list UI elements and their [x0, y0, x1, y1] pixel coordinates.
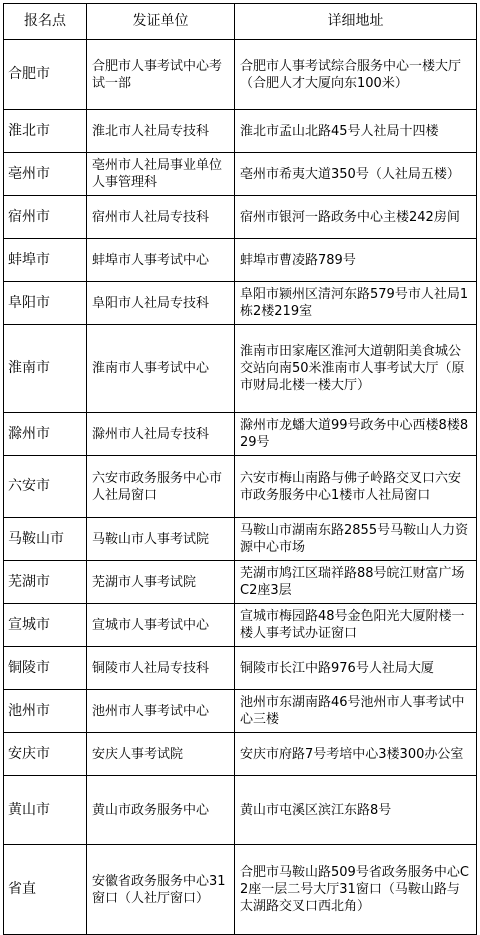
table-row [4, 325, 477, 413]
table-row [4, 239, 477, 282]
cell-city: 亳州市 [4, 153, 87, 196]
table-row [4, 690, 477, 733]
cell-city: 淮北市 [4, 110, 87, 153]
cell-address: 淮北市孟山北路45号人社局十四楼 [235, 110, 477, 153]
cell-unit: 淮北市人社局专技科 [87, 110, 235, 153]
table-row [4, 733, 477, 776]
cell-city: 六安市 [4, 456, 87, 518]
cell-unit: 马鞍山市人事考试院 [87, 518, 235, 561]
header-registration-point: 报名点 [4, 4, 87, 40]
document-page [3, 3, 477, 935]
cell-address: 阜阳市颍州区清河东路579号市人社局1栋2楼219室 [235, 282, 477, 325]
cell-city: 宣城市 [4, 604, 87, 647]
cell-address: 蚌埠市曹凌路789号 [235, 239, 477, 282]
cell-city: 马鞍山市 [4, 518, 87, 561]
cell-address: 合肥市马鞍山路509号省政务服务中心C2座一层二号大厅31窗口（马鞍山路与太湖路交叉口西北角） [235, 845, 477, 935]
cell-city: 合肥市 [4, 40, 87, 110]
cell-unit: 黄山市政务服务中心 [87, 776, 235, 845]
cell-address: 黄山市屯溪区滨江东路8号 [235, 776, 477, 845]
cell-address: 合肥市人事考试综合服务中心一楼大厅（合肥人才大厦向东100米） [235, 40, 477, 110]
table-row [4, 518, 477, 561]
cell-unit: 淮南市人事考试中心 [87, 325, 235, 413]
table-row [4, 647, 477, 690]
cell-unit: 亳州市人社局事业单位人事管理科 [87, 153, 235, 196]
table-row [4, 196, 477, 239]
table-row [4, 413, 477, 456]
cell-address: 亳州市希夷大道350号（人社局五楼） [235, 153, 477, 196]
cell-city: 省直 [4, 845, 87, 935]
table-row [4, 110, 477, 153]
cell-unit: 池州市人事考试中心 [87, 690, 235, 733]
table-row [4, 845, 477, 935]
cell-address: 安庆市府路7号考培中心3楼300办公室 [235, 733, 477, 776]
cell-city: 蚌埠市 [4, 239, 87, 282]
cell-unit: 蚌埠市人事考试中心 [87, 239, 235, 282]
table-row [4, 776, 477, 845]
cell-unit: 安庆人事考试院 [87, 733, 235, 776]
cell-city: 淮南市 [4, 325, 87, 413]
table-row [4, 282, 477, 325]
cell-unit: 六安市政务服务中心市人社局窗口 [87, 456, 235, 518]
cell-unit: 安徽省政务服务中心31窗口（人社厅窗口） [87, 845, 235, 935]
cell-city: 宿州市 [4, 196, 87, 239]
table-row [4, 604, 477, 647]
cell-unit: 滁州市人社局专技科 [87, 413, 235, 456]
cell-city: 滁州市 [4, 413, 87, 456]
cell-city: 安庆市 [4, 733, 87, 776]
cell-address: 芜湖市鸠江区瑞祥路88号皖江财富广场C2座3层 [235, 561, 477, 604]
table-header-row [4, 4, 477, 40]
cell-unit: 铜陵市人社局专技科 [87, 647, 235, 690]
table-row [4, 40, 477, 110]
cell-address: 宣城市梅园路48号金色阳光大厦附楼一楼人事考试办证窗口 [235, 604, 477, 647]
cell-address: 宿州市银河一路政务中心主楼242房间 [235, 196, 477, 239]
table-row [4, 561, 477, 604]
cell-address: 淮南市田家庵区淮河大道朝阳美食城公交站向南50米淮南市人事考试大厅（原市财局北楼一楼大厅） [235, 325, 477, 413]
cell-city: 芜湖市 [4, 561, 87, 604]
cell-address: 铜陵市长江中路976号人社局大厦 [235, 647, 477, 690]
cell-unit: 合肥市人事考试中心考试一部 [87, 40, 235, 110]
header-issuing-unit: 发证单位 [87, 4, 235, 40]
cell-unit: 宣城市人事考试中心 [87, 604, 235, 647]
cell-address: 马鞍山市湖南东路2855号马鞍山人力资源中心市场 [235, 518, 477, 561]
header-detailed-address: 详细地址 [235, 4, 477, 40]
registration-points-table [3, 3, 477, 935]
table-row [4, 153, 477, 196]
cell-city: 阜阳市 [4, 282, 87, 325]
cell-address: 滁州市龙蟠大道99号政务中心西楼8楼829号 [235, 413, 477, 456]
cell-unit: 阜阳市人社局专技科 [87, 282, 235, 325]
cell-address: 池州市东湖南路46号池州市人事考试中心三楼 [235, 690, 477, 733]
cell-unit: 宿州市人社局专技科 [87, 196, 235, 239]
cell-city: 铜陵市 [4, 647, 87, 690]
cell-city: 池州市 [4, 690, 87, 733]
cell-address: 六安市梅山南路与佛子岭路交叉口六安市政务服务中心1楼市人社局窗口 [235, 456, 477, 518]
cell-city: 黄山市 [4, 776, 87, 845]
table-row [4, 456, 477, 518]
cell-unit: 芜湖市人事考试院 [87, 561, 235, 604]
